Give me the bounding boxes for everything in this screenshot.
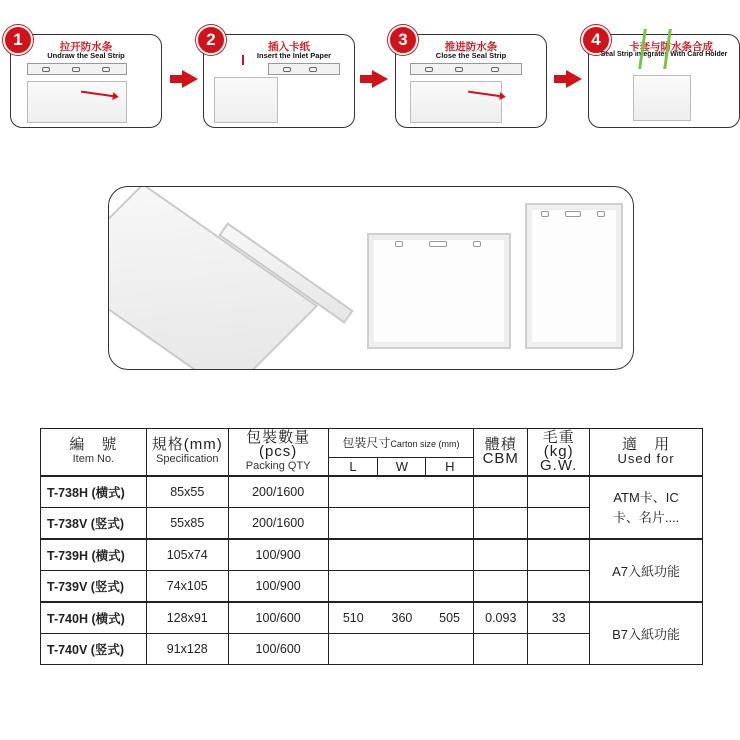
table-row: T-738H (横式) 85x55 200/1600 ATM卡、IC 卡、名片....: [41, 476, 703, 508]
carton-w: 360: [378, 602, 426, 634]
carton-l: 510: [328, 602, 378, 634]
step-number: 1: [3, 25, 33, 55]
step-title-en: Seal Strip integrates With Card Holder: [600, 51, 728, 58]
step-4: [588, 30, 740, 128]
next-arrow-icon: [182, 70, 198, 88]
header-carton: 包裝尺寸Carton size (mm): [328, 429, 474, 458]
table-row: T-740V (竖式) 91x128 100/600: [41, 634, 703, 665]
lanyard-icon: [638, 29, 672, 69]
card-holder-illustration: [214, 77, 278, 123]
header-item: 編 號 Item No.: [41, 429, 147, 477]
header-gw: 毛重(kg) G.W.: [528, 429, 590, 477]
step-title-cn: 卡套与防水条合成: [629, 41, 713, 53]
used-for-group-3: B7入紙功能: [590, 602, 703, 665]
card-holder-illustration: [410, 81, 502, 123]
product-photo-panel: [108, 186, 634, 370]
seal-strip-illustration: [410, 63, 522, 75]
header-l: L: [328, 457, 378, 476]
header-h: H: [426, 457, 474, 476]
step-number: 4: [581, 25, 611, 55]
carton-h: 505: [426, 602, 474, 634]
step-number: 2: [196, 25, 226, 55]
insert-arrow-icon: [242, 55, 244, 65]
gw-value: 33: [528, 602, 590, 634]
card-holder-illustration: [633, 75, 691, 121]
table-row: T-738V (竖式) 55x85 200/1600: [41, 508, 703, 540]
step-number: 3: [388, 25, 418, 55]
header-w: W: [378, 457, 426, 476]
next-arrow-icon: [372, 70, 388, 88]
step-title-en: Close the Seal Strip: [435, 51, 507, 60]
vertical-card-holder-image: [525, 203, 623, 349]
step-title-en: Undraw the Seal Strip: [47, 51, 125, 60]
seal-strip-illustration: [268, 63, 340, 75]
table-row: T-739H (横式) 105x74 100/900 A7入紙功能: [41, 539, 703, 571]
step-title-cn: 拉开防水条: [59, 41, 113, 53]
step-title-cn: 插入卡纸: [268, 41, 310, 53]
step-2: [203, 30, 355, 128]
spec-table: [40, 428, 703, 665]
header-cbm: 體積 CBM: [474, 429, 528, 477]
header-used-for: 適 用 Used for: [590, 429, 703, 477]
table-row: T-739V (竖式) 74x105 100/900: [41, 571, 703, 603]
horizontal-card-holder-image: [367, 233, 511, 349]
step-3: [395, 30, 547, 128]
step-title-en: Insert the Inlet Paper: [256, 51, 332, 60]
card-holder-illustration: [27, 81, 127, 123]
step-title-cn: 推进防水条: [444, 41, 498, 53]
header-spec: 規格(mm) Specification: [146, 429, 228, 477]
table-header-row: [41, 429, 703, 458]
seal-strip-illustration: [27, 63, 127, 75]
used-for-group-2: A7入紙功能: [590, 539, 703, 602]
table-row: T-740H (横式) 128x91 100/600 510 360 505 0.093 33 B7入紙功能: [41, 602, 703, 634]
next-arrow-icon: [566, 70, 582, 88]
cbm-value: 0.093: [474, 602, 528, 634]
header-qty: 包裝數量(pcs) Packing QTY: [228, 429, 328, 477]
step-1: [10, 30, 162, 128]
used-for-group-1: ATM卡、IC 卡、名片....: [590, 476, 703, 539]
